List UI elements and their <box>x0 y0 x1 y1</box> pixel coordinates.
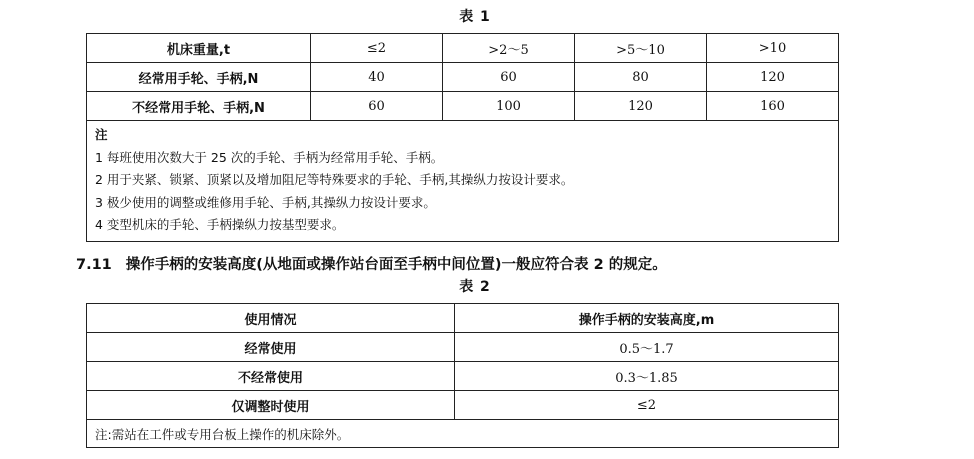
section-number: 7.11 <box>76 257 112 273</box>
table-cell: 160 <box>707 92 839 121</box>
table-cell: 0.5～1.7 <box>455 333 839 362</box>
row-label-cell: 不经常用手轮、手柄,N <box>87 92 311 121</box>
table-cell: ≤2 <box>455 391 839 420</box>
table-cell: 120 <box>707 63 839 92</box>
header-cell: 使用情况 <box>87 304 455 333</box>
note-row <box>87 420 839 448</box>
header-cell: >10 <box>707 34 839 63</box>
header-cell: >2～5 <box>443 34 575 63</box>
handle-height-table <box>86 303 839 448</box>
row-label-cell: 仅调整时使用 <box>87 391 455 420</box>
table-cell: 60 <box>443 63 575 92</box>
table-cell: 120 <box>575 92 707 121</box>
row-label-cell: 经常用手轮、手柄,N <box>87 63 311 92</box>
notes-row <box>87 121 839 242</box>
section-text: 操作手柄的安装高度(从地面或操作站台面至手柄中间位置)一般应符合表 2 的规定。 <box>125 257 667 273</box>
table-1-caption: 表 1 <box>459 9 491 25</box>
table-header-row <box>87 34 839 63</box>
table-row <box>87 362 839 391</box>
note-item: 4 变型机床的手轮、手柄操纵力按基型要求。 <box>95 217 345 232</box>
header-cell: 操作手柄的安装高度,m <box>455 304 839 333</box>
table-row <box>87 333 839 362</box>
section-paragraph <box>76 253 667 274</box>
table-cell: 40 <box>311 63 443 92</box>
table-cell: 100 <box>443 92 575 121</box>
header-cell: >5～10 <box>575 34 707 63</box>
note-item: 1 每班使用次数大于 25 次的手轮、手柄为经常用手轮、手柄。 <box>95 149 444 165</box>
header-cell: ≤2 <box>311 34 443 63</box>
operating-force-table <box>86 33 839 242</box>
table-header-row <box>87 304 839 333</box>
table-cell: 0.3～1.85 <box>455 362 839 391</box>
note-item: 2 用于夹紧、锁紧、顶紧以及增加阻尼等特殊要求的手轮、手柄,其操纵力按设计要求。 <box>95 172 574 187</box>
notes-cell <box>87 121 839 242</box>
table-2-note: 注:需站在工件或专用台板上操作的机床除外。 <box>87 420 839 448</box>
table-row <box>87 63 839 92</box>
notes-title: 注 <box>95 127 108 142</box>
header-cell: 机床重量,t <box>87 34 311 63</box>
note-item: 3 极少使用的调整或维修用手轮、手柄,其操纵力按设计要求。 <box>95 194 436 210</box>
table-2-caption: 表 2 <box>459 279 491 295</box>
table-row <box>87 92 839 121</box>
table-cell: 80 <box>575 63 707 92</box>
table-cell: 60 <box>311 92 443 121</box>
table-row <box>87 391 839 420</box>
row-label-cell: 不经常使用 <box>87 362 455 391</box>
row-label-cell: 经常使用 <box>87 333 455 362</box>
